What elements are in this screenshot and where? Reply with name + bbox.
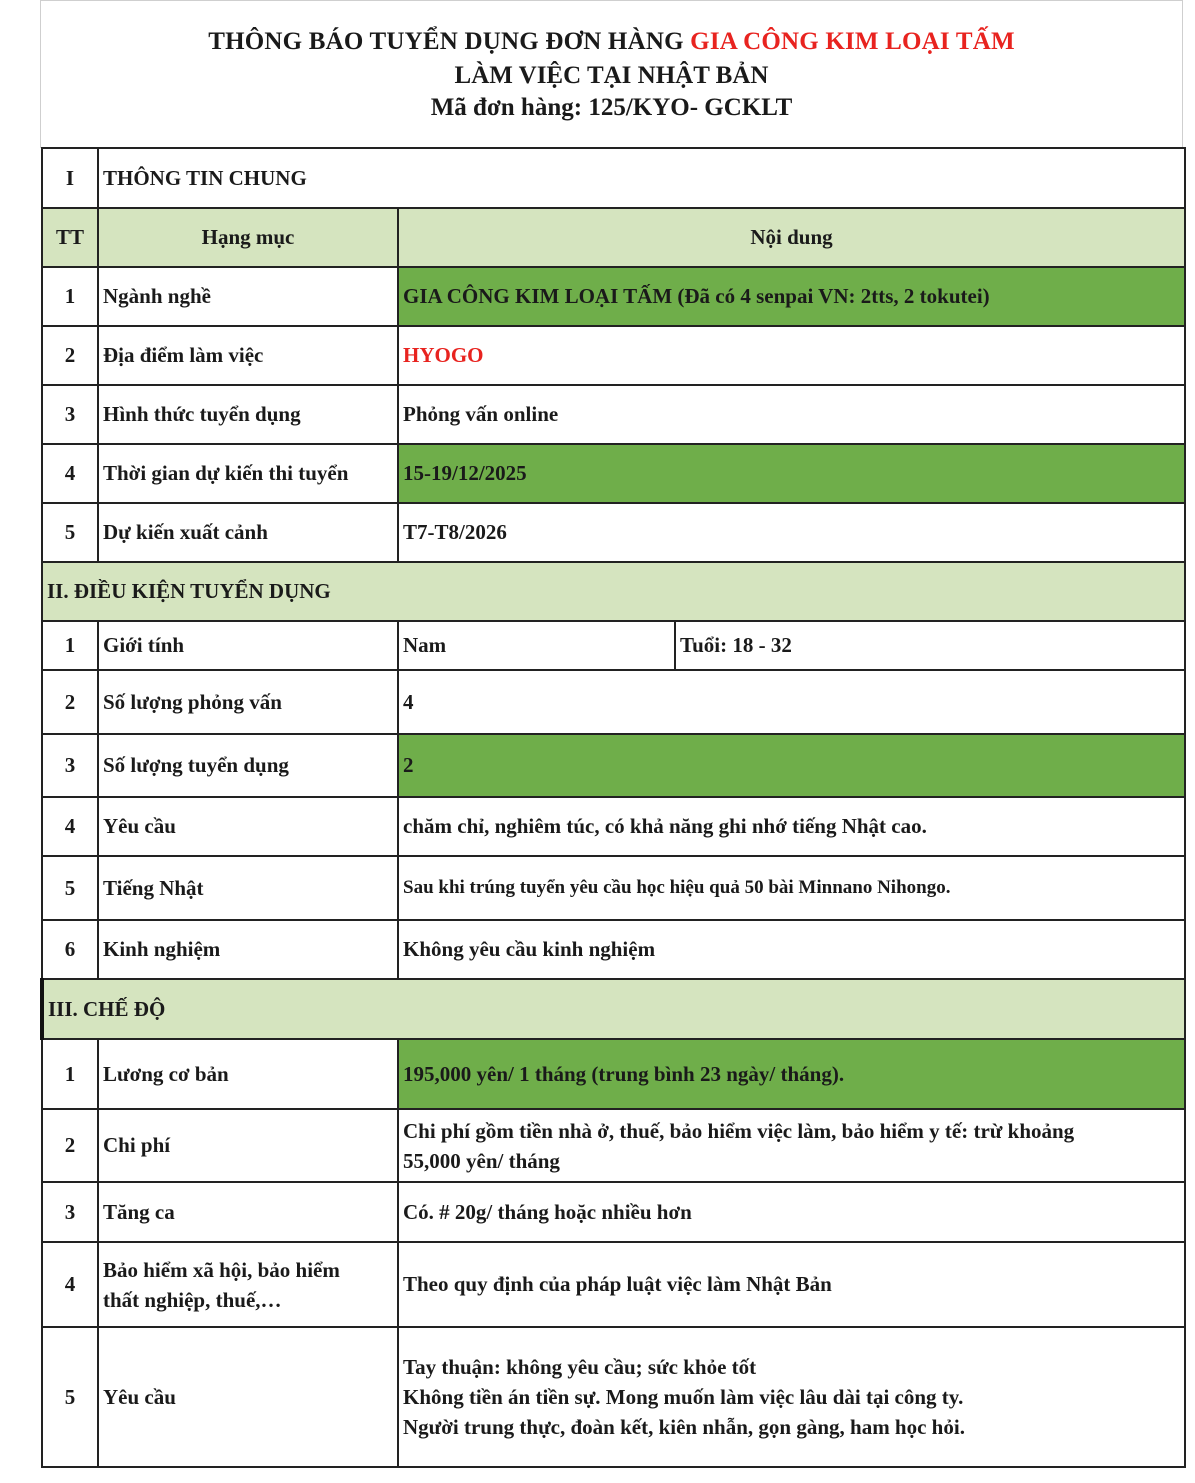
row-value <box>398 1327 1185 1467</box>
row-value: GIA CÔNG KIM LOẠI TẤM (Đã có 4 senpai VN: 2tts, 2 tokutei) <box>398 267 1185 326</box>
row-value: 4 <box>398 670 1185 734</box>
row-number: 2 <box>42 670 98 734</box>
row-number: 4 <box>42 444 98 503</box>
section-general-header <box>42 148 1185 208</box>
row-label: Lương cơ bản <box>98 1039 398 1109</box>
job-highlight: GIA CÔNG KIM LOẠI TẤM <box>690 28 1015 55</box>
row-number: 5 <box>42 1327 98 1467</box>
notice-subtitle: LÀM VIỆC TẠI NHẬT BẢN <box>454 62 769 89</box>
row-value: 15-19/12/2025 <box>398 444 1185 503</box>
row-number: 3 <box>42 385 98 444</box>
value-line: Chi phí gồm tiền nhà ở, thuế, bảo hiểm việc làm, bảo hiểm y tế: trừ khoảng <box>403 1118 1075 1143</box>
row-value: T7-T8/2026 <box>398 503 1185 562</box>
row-number: 5 <box>42 856 98 920</box>
section-title: III. CHẾ ĐỘ <box>42 979 1185 1039</box>
row-number: 1 <box>42 1039 98 1109</box>
table-row <box>42 1109 1185 1182</box>
row-number: 1 <box>42 621 98 670</box>
row-number: 4 <box>42 1242 98 1327</box>
row-value: 195,000 yên/ 1 tháng (trung bình 23 ngày/ tháng). <box>398 1039 1185 1109</box>
table-row <box>42 1039 1185 1109</box>
section-title: THÔNG TIN CHUNG <box>98 148 1185 208</box>
notice-title: THÔNG BÁO TUYỂN DỤNG ĐƠN HÀNG GIA CÔNG KIM LOẠI TẤM <box>208 28 1015 55</box>
row-label: Số lượng tuyển dụng <box>98 734 398 797</box>
col-item: Hạng mục <box>98 208 398 267</box>
column-header-row <box>42 208 1185 267</box>
row-number: 2 <box>42 1109 98 1182</box>
notice-header <box>40 0 1183 148</box>
row-label: Kinh nghiệm <box>98 920 398 979</box>
row-number: 6 <box>42 920 98 979</box>
row-value: Sau khi trúng tuyển yêu cầu học hiệu quả 50 bài Minnano Nihongo. <box>398 856 1185 920</box>
table-row <box>42 734 1185 797</box>
col-tt: TT <box>42 208 98 267</box>
table-row <box>42 385 1185 444</box>
row-label <box>98 1242 398 1327</box>
row-label: Địa điểm làm việc <box>98 326 398 385</box>
table-row <box>42 797 1185 856</box>
table-row <box>42 1327 1185 1467</box>
row-label: Hình thức tuyển dụng <box>98 385 398 444</box>
row-label: Yêu cầu <box>98 797 398 856</box>
row-number: 4 <box>42 797 98 856</box>
row-label: Số lượng phỏng vấn <box>98 670 398 734</box>
row-label: Thời gian dự kiến thi tuyển <box>98 444 398 503</box>
table-row <box>42 856 1185 920</box>
table-row <box>42 503 1185 562</box>
label-line: Bảo hiểm xã hội, bảo hiểm <box>103 1257 340 1282</box>
table-row <box>42 444 1185 503</box>
value-line: 55,000 yên/ tháng <box>403 1148 560 1173</box>
table-row <box>42 1242 1185 1327</box>
value-line: Không tiền án tiền sự. Mong muốn làm việc lâu dài tại công ty. <box>403 1385 964 1409</box>
notice-table <box>40 147 1186 1468</box>
row-number: 5 <box>42 503 98 562</box>
table-row <box>42 670 1185 734</box>
value-line: Tay thuận: không yêu cầu; sức khỏe tốt <box>403 1355 757 1379</box>
row-label: Ngành nghề <box>98 267 398 326</box>
row-number: 3 <box>42 1182 98 1242</box>
section-number: I <box>42 148 98 208</box>
row-value: chăm chỉ, nghiêm túc, có khả năng ghi nhớ tiếng Nhật cao. <box>398 797 1185 856</box>
row-label: Dự kiến xuất cảnh <box>98 503 398 562</box>
row-number: 1 <box>42 267 98 326</box>
table-row <box>42 326 1185 385</box>
value-line: Người trung thực, đoàn kết, kiên nhẫn, gọn gàng, ham học hỏi. <box>403 1415 965 1439</box>
section-conditions-header <box>42 562 1185 621</box>
row-value: Theo quy định của pháp luật việc làm Nhật Bản <box>398 1242 1185 1327</box>
row-label: Giới tính <box>98 621 398 670</box>
section-benefits-header <box>42 979 1185 1039</box>
row-label: Tăng ca <box>98 1182 398 1242</box>
row-value: Không yêu cầu kinh nghiệm <box>398 920 1185 979</box>
row-label: Tiếng Nhật <box>98 856 398 920</box>
col-content: Nội dung <box>398 208 1185 267</box>
age-value: Tuổi: 18 - 32 <box>675 621 1185 670</box>
table-row <box>42 621 1185 670</box>
row-value: 2 <box>398 734 1185 797</box>
table-row <box>42 267 1185 326</box>
table-row <box>42 1182 1185 1242</box>
gender-value: Nam <box>398 621 675 670</box>
row-value <box>398 1109 1185 1182</box>
row-value: Phỏng vấn online <box>398 385 1185 444</box>
table-row <box>42 920 1185 979</box>
row-value: Có. # 20g/ tháng hoặc nhiều hơn <box>398 1182 1185 1242</box>
label-line: thất nghiệp, thuế,… <box>103 1287 282 1312</box>
row-number: 2 <box>42 326 98 385</box>
row-number: 3 <box>42 734 98 797</box>
section-title: II. ĐIỀU KIỆN TUYỂN DỤNG <box>42 562 1185 621</box>
row-value: HYOGO <box>398 326 1185 385</box>
order-code: Mã đơn hàng: 125/KYO- GCKLT <box>430 94 793 121</box>
row-label: Yêu cầu <box>98 1327 398 1467</box>
row-label: Chi phí <box>98 1109 398 1182</box>
